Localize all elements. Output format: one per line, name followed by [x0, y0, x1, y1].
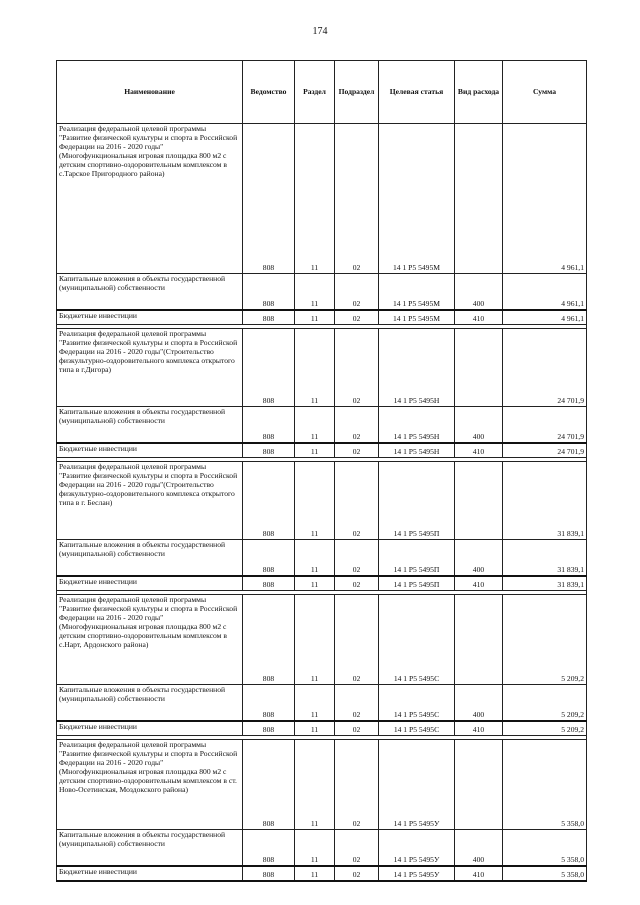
row-department: 808 — [243, 740, 295, 830]
row-section: 11 — [295, 462, 335, 540]
row-department: 808 — [243, 124, 295, 274]
table-row — [57, 685, 587, 722]
row-amount: 31 839,1 — [503, 462, 587, 540]
column-header-name: Наименование — [57, 61, 243, 124]
row-subsection: 02 — [335, 329, 379, 407]
row-subsection: 02 — [335, 124, 379, 274]
row-subsection: 02 — [335, 462, 379, 540]
row-name: Бюджетные инвестиции — [57, 443, 243, 458]
row-department: 808 — [243, 721, 295, 736]
row-department: 808 — [243, 830, 295, 867]
column-header-target-article: Целевая статья — [379, 61, 455, 124]
row-expense-type: 400 — [455, 274, 503, 311]
row-section: 11 — [295, 721, 335, 736]
row-target-article: 14 1 P5 5495Н — [379, 407, 455, 444]
row-department: 808 — [243, 540, 295, 577]
table-row — [57, 740, 587, 830]
column-header-amount: Сумма — [503, 61, 587, 124]
row-section: 11 — [295, 124, 335, 274]
row-amount: 4 961,1 — [503, 274, 587, 311]
row-section: 11 — [295, 540, 335, 577]
table-row — [57, 576, 587, 591]
row-name: Реализация федеральной целевой программы "Развитие физической культуры и спорта в Российской Федерации на 2016 - 2020 годы"(Многофункциональная игровая площадка 800 м2 с детским спортивно-оздоровительным комплексом в с.Нарт, Ардонского района) — [57, 595, 243, 685]
table-row — [57, 721, 587, 736]
row-amount: 31 839,1 — [503, 576, 587, 591]
row-subsection: 02 — [335, 685, 379, 722]
row-department: 808 — [243, 443, 295, 458]
column-header-subsection: Подраздел — [335, 61, 379, 124]
row-expense-type: 400 — [455, 540, 503, 577]
row-amount: 5 209,2 — [503, 721, 587, 736]
row-target-article: 14 1 P5 5495С — [379, 685, 455, 722]
row-amount: 5 209,2 — [503, 595, 587, 685]
row-expense-type — [455, 595, 503, 685]
table-row — [57, 540, 587, 577]
table-row — [57, 866, 587, 881]
row-amount: 4 961,1 — [503, 310, 587, 325]
row-target-article: 14 1 P5 5495С — [379, 595, 455, 685]
row-section: 11 — [295, 685, 335, 722]
row-name: Реализация федеральной целевой программы "Развитие физической культуры и спорта в Российской Федерации на 2016 - 2020 годы"(Строительство физкультурно-оздоровительного комплекса открытого типа в г.Дигора) — [57, 329, 243, 407]
table-row — [57, 274, 587, 311]
table-header-row — [57, 61, 587, 124]
row-department: 808 — [243, 310, 295, 325]
row-name: Капитальные вложения в объекты государственной (муниципальной) собственности — [57, 540, 243, 577]
row-target-article: 14 1 P5 5495П — [379, 576, 455, 591]
row-department: 808 — [243, 407, 295, 444]
budget-table — [56, 60, 587, 882]
row-expense-type — [455, 462, 503, 540]
row-department: 808 — [243, 329, 295, 407]
row-target-article: 14 1 P5 5495М — [379, 124, 455, 274]
page-number: 174 — [312, 26, 328, 37]
row-name: Бюджетные инвестиции — [57, 866, 243, 881]
row-expense-type: 410 — [455, 443, 503, 458]
row-section: 11 — [295, 595, 335, 685]
row-amount: 5 358,0 — [503, 830, 587, 867]
row-amount: 5 358,0 — [503, 740, 587, 830]
table-row — [57, 595, 587, 685]
row-target-article: 14 1 P5 5495У — [379, 866, 455, 881]
row-target-article: 14 1 P5 5495У — [379, 740, 455, 830]
row-name: Бюджетные инвестиции — [57, 721, 243, 736]
row-expense-type: 410 — [455, 310, 503, 325]
row-subsection: 02 — [335, 830, 379, 867]
row-subsection: 02 — [335, 721, 379, 736]
row-name: Капитальные вложения в объекты государственной (муниципальной) собственности — [57, 407, 243, 444]
row-subsection: 02 — [335, 540, 379, 577]
table-row — [57, 310, 587, 325]
row-name: Реализация федеральной целевой программы "Развитие физической культуры и спорта в Российской Федерации на 2016 - 2020 годы"(Строительство физкультурно-оздоровительного комплекса открытого типа в г. Беслан) — [57, 462, 243, 540]
row-expense-type — [455, 124, 503, 274]
row-target-article: 14 1 P5 5495С — [379, 721, 455, 736]
row-department: 808 — [243, 462, 295, 540]
table-row — [57, 462, 587, 540]
row-section: 11 — [295, 443, 335, 458]
row-expense-type: 410 — [455, 576, 503, 591]
row-target-article: 14 1 P5 5495Н — [379, 329, 455, 407]
row-target-article: 14 1 P5 5495П — [379, 462, 455, 540]
column-header-department: Ведомство — [243, 61, 295, 124]
row-name: Бюджетные инвестиции — [57, 310, 243, 325]
row-department: 808 — [243, 866, 295, 881]
row-amount: 31 839,1 — [503, 540, 587, 577]
row-amount: 4 961,1 — [503, 124, 587, 274]
row-department: 808 — [243, 576, 295, 591]
row-section: 11 — [295, 329, 335, 407]
row-subsection: 02 — [335, 407, 379, 444]
row-section: 11 — [295, 274, 335, 311]
row-subsection: 02 — [335, 443, 379, 458]
row-expense-type: 400 — [455, 685, 503, 722]
row-section: 11 — [295, 866, 335, 881]
row-name: Капитальные вложения в объекты государственной (муниципальной) собственности — [57, 830, 243, 867]
row-target-article: 14 1 P5 5495Н — [379, 443, 455, 458]
row-expense-type — [455, 740, 503, 830]
row-expense-type: 410 — [455, 866, 503, 881]
row-subsection: 02 — [335, 310, 379, 325]
row-subsection: 02 — [335, 740, 379, 830]
row-name: Реализация федеральной целевой программы "Развитие физической культуры и спорта в Российской Федерации на 2016 - 2020 годы"(Многофункциональная игровая площадка 800 м2 с детским спортивно-оздоровительным комплексом в с.Тарское Пригородного района) — [57, 124, 243, 274]
row-subsection: 02 — [335, 274, 379, 311]
row-target-article: 14 1 P5 5495М — [379, 274, 455, 311]
row-amount: 5 209,2 — [503, 685, 587, 722]
row-name: Реализация федеральной целевой программы "Развитие физической культуры и спорта в Российской Федерации на 2016 - 2020 годы"(Многофункциональная игровая площадка 800 м2 с детским спортивно-оздоровительным комплексом в ст. Ново-Осетинская, Моздокского района) — [57, 740, 243, 830]
row-section: 11 — [295, 830, 335, 867]
column-header-section: Раздел — [295, 61, 335, 124]
row-name: Капитальные вложения в объекты государственной (муниципальной) собственности — [57, 685, 243, 722]
row-subsection: 02 — [335, 595, 379, 685]
row-section: 11 — [295, 576, 335, 591]
row-department: 808 — [243, 595, 295, 685]
row-subsection: 02 — [335, 866, 379, 881]
row-name: Капитальные вложения в объекты государственной (муниципальной) собственности — [57, 274, 243, 311]
row-expense-type: 400 — [455, 830, 503, 867]
row-amount: 5 358,0 — [503, 866, 587, 881]
table-row — [57, 407, 587, 444]
row-target-article: 14 1 P5 5495М — [379, 310, 455, 325]
table-row — [57, 443, 587, 458]
row-department: 808 — [243, 274, 295, 311]
row-expense-type: 410 — [455, 721, 503, 736]
row-expense-type — [455, 329, 503, 407]
row-target-article: 14 1 P5 5495У — [379, 830, 455, 867]
row-expense-type: 400 — [455, 407, 503, 444]
row-amount: 24 701,9 — [503, 407, 587, 444]
table-body — [57, 124, 587, 882]
row-subsection: 02 — [335, 576, 379, 591]
row-section: 11 — [295, 740, 335, 830]
row-amount: 24 701,9 — [503, 443, 587, 458]
table-row — [57, 124, 587, 274]
row-department: 808 — [243, 685, 295, 722]
table-row — [57, 329, 587, 407]
row-amount: 24 701,9 — [503, 329, 587, 407]
column-header-expense-type: Вид расхода — [455, 61, 503, 124]
table-row — [57, 830, 587, 867]
row-section: 11 — [295, 407, 335, 444]
row-name: Бюджетные инвестиции — [57, 576, 243, 591]
row-section: 11 — [295, 310, 335, 325]
row-target-article: 14 1 P5 5495П — [379, 540, 455, 577]
